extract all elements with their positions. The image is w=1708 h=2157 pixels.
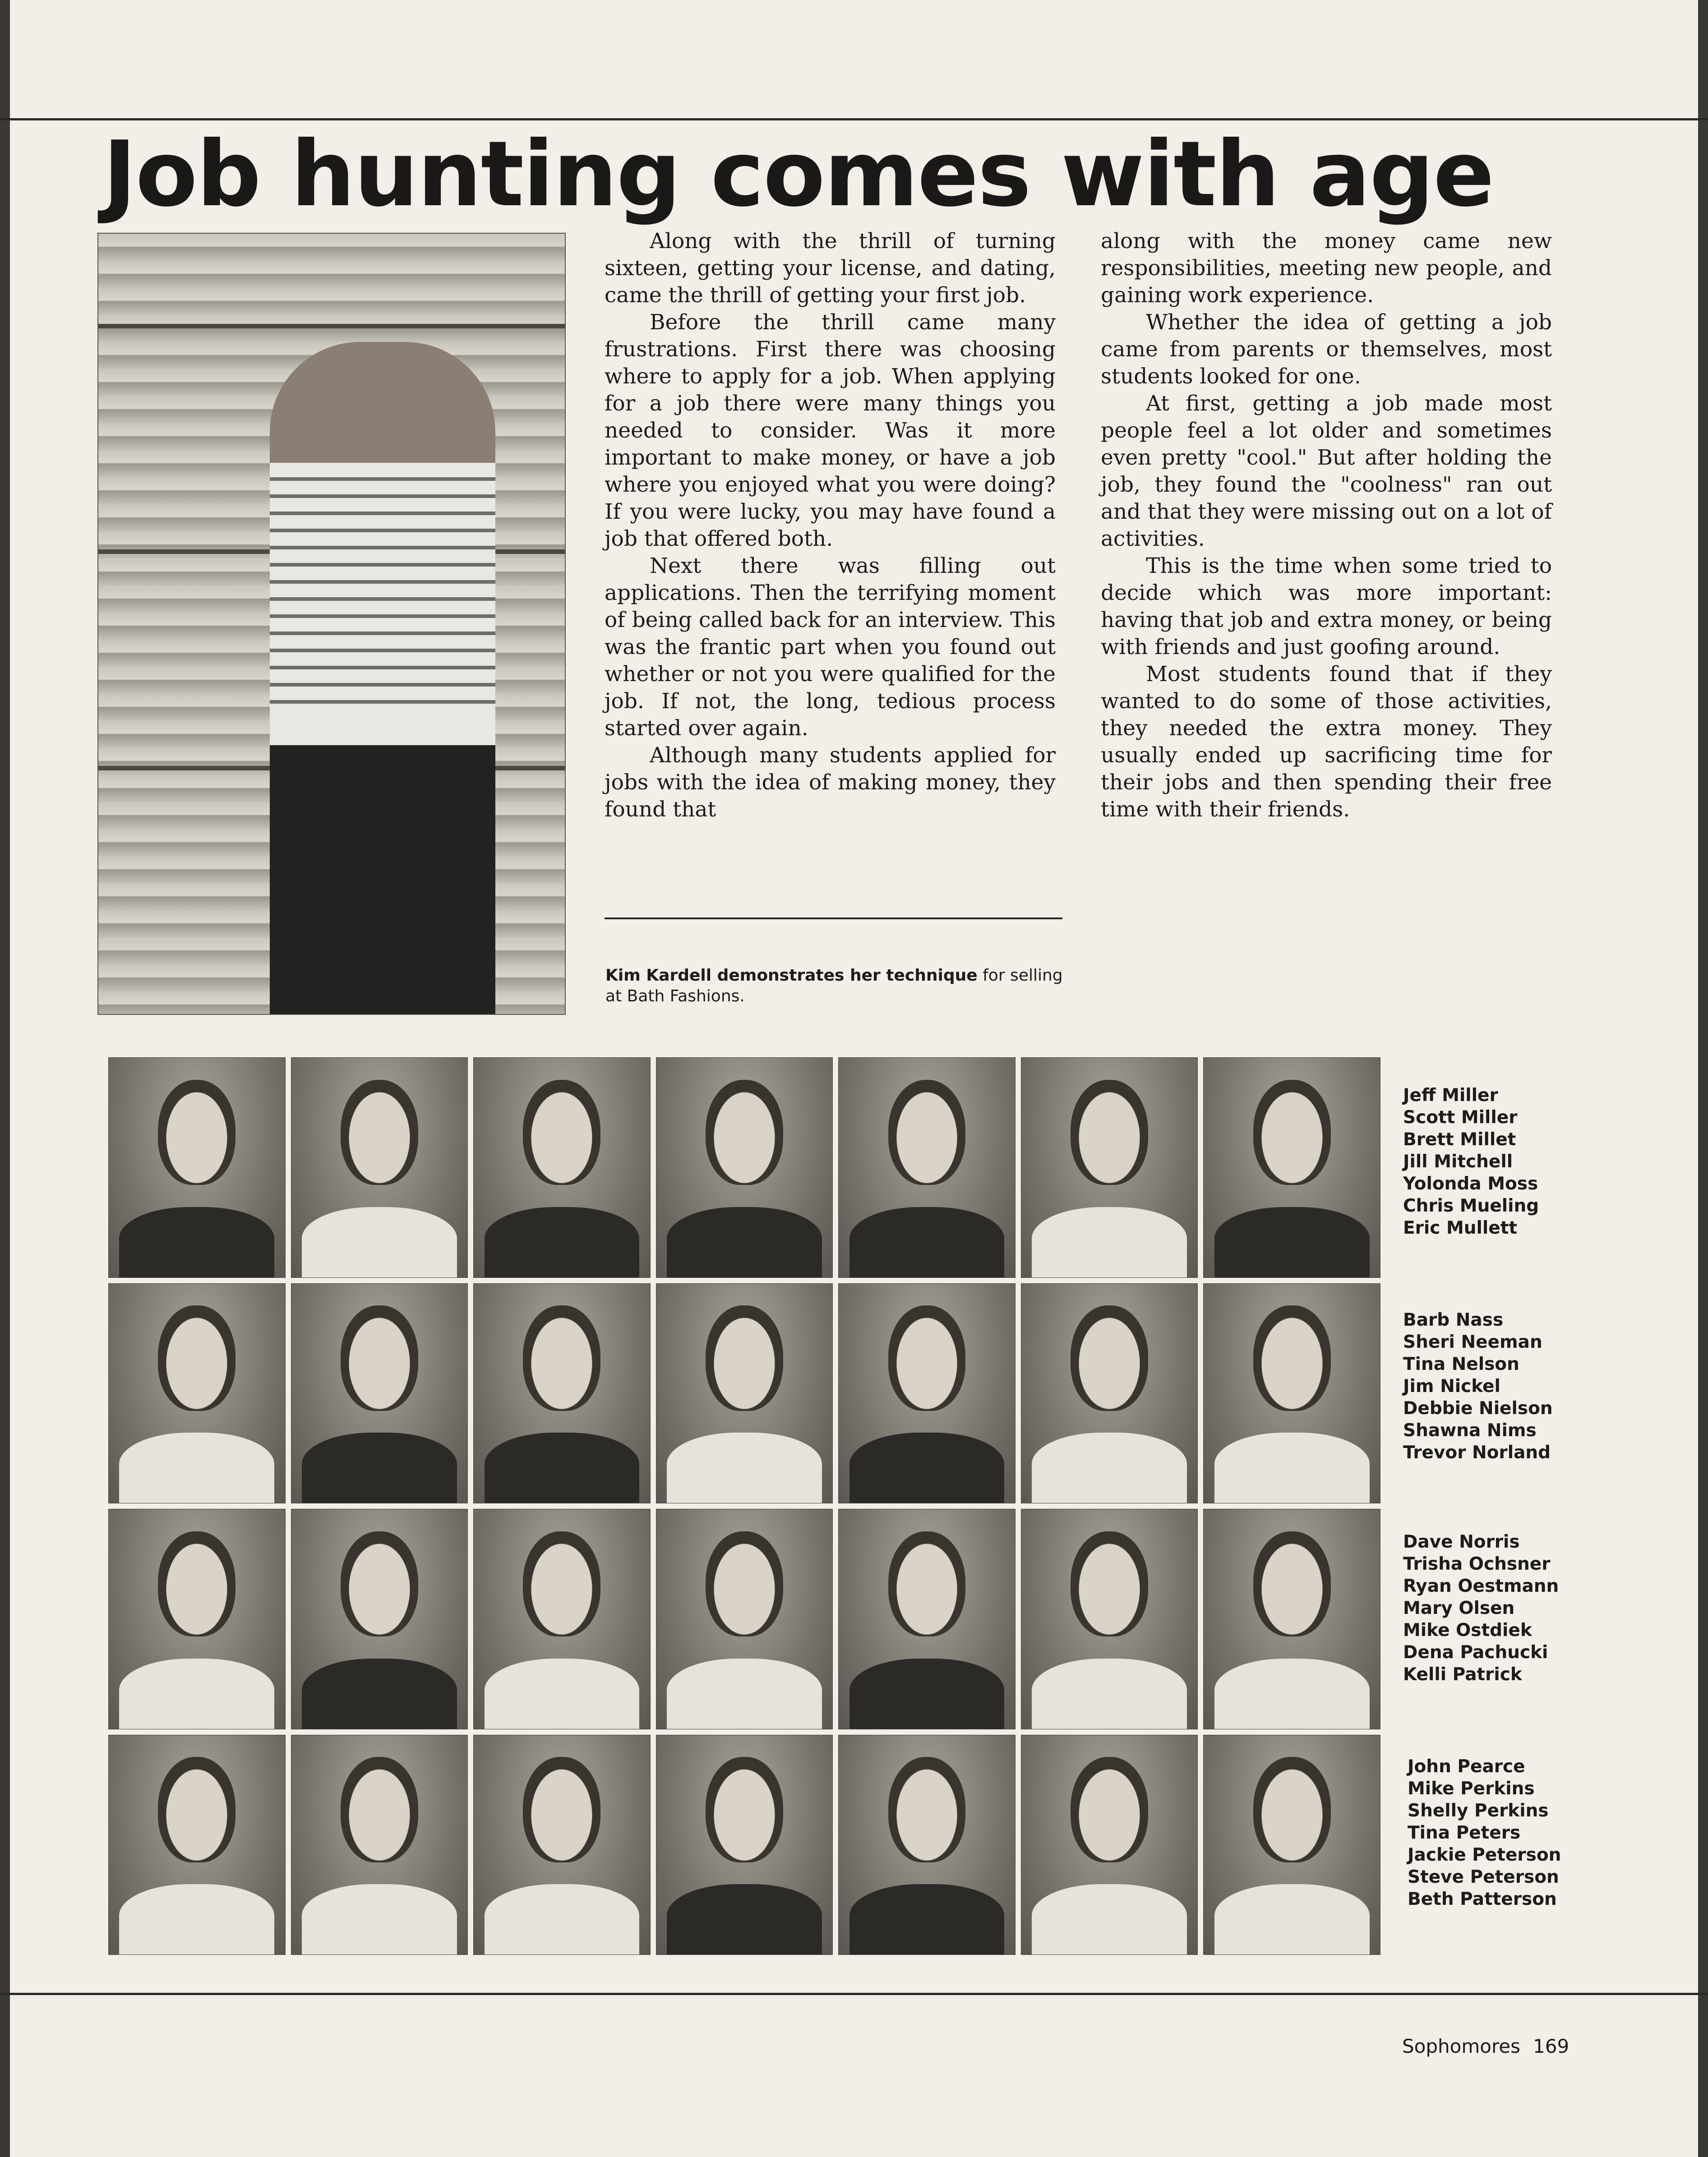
portrait-photo [108,1735,286,1955]
name-list-row-3 [1403,1531,1593,1686]
student-name: Jim Nickel [1403,1376,1500,1397]
student-name: Dave Norris [1403,1532,1520,1552]
shelf-line [98,324,565,328]
paragraph: Although many students applied for jobs with the idea of making money, they found that [605,743,1056,822]
portrait-photo [291,1735,468,1955]
page-binding-right [1698,0,1708,2157]
portrait-photo [1203,1509,1380,1729]
portrait-photo [473,1057,651,1278]
article-column-one [605,228,1056,823]
student-name: Dena Pachucki [1403,1642,1548,1663]
student-name: Beth Patterson [1408,1889,1557,1909]
student-name: Sheri Neeman [1403,1332,1542,1352]
page-title: Job hunting comes with age [103,122,1494,227]
portrait-photo [108,1509,286,1729]
portrait-photo [1021,1283,1198,1504]
student-name: Shawna Nims [1403,1420,1537,1441]
student-name: Mary Olsen [1403,1598,1515,1618]
portrait-photo [1021,1509,1198,1729]
student-name: Ryan Oestmann [1403,1576,1559,1596]
student-name: Jeff Miller [1403,1085,1498,1106]
portrait-photo [656,1283,833,1504]
caption-bold: Kim Kardell demonstrates her technique [605,966,978,985]
paragraph: At first, getting a job made most people feel a lot older and sometimes even pretty "cool." But after holding the job, they found the "coolness" ran out and that they were missing out on a lot of activities. [1101,391,1552,551]
name-list-row-4 [1408,1756,1597,1910]
portrait-photo [656,1735,833,1955]
top-rule [0,118,1708,120]
portrait-photo [838,1283,1016,1504]
portrait-photo [108,1057,286,1278]
student-name: Mike Ostdiek [1403,1620,1532,1641]
page-binding-left [0,0,10,2157]
paragraph: This is the time when some tried to decide which was more important: having that job and extra money, or being with friends and just goofing around. [1101,553,1552,659]
paragraph: Next there was filling out applications. Then the terrifying moment of being called back for an interview. This was the frantic part when you found out whether or not you were qualified for the job. If not, the long, tedious process started over again. [605,553,1056,741]
student-name: Tina Peters [1408,1823,1521,1843]
student-name: Debbie Nielson [1403,1398,1553,1419]
portrait-photo [291,1057,468,1278]
portrait-photo [838,1735,1016,1955]
portrait-photo [473,1735,651,1955]
section-name: Sophomores [1402,2035,1521,2057]
page-number: 169 [1533,2035,1570,2057]
name-list-row-2 [1403,1309,1593,1464]
portrait-photo [1021,1057,1198,1278]
bottom-rule [0,1993,1708,1995]
portrait-photo [473,1509,651,1729]
paragraph: along with the money came new responsibilities, meeting new people, and gaining work experience. [1101,229,1552,308]
portrait-photo [108,1283,286,1504]
student-name: Mike Perkins [1408,1779,1535,1799]
portrait-photo [1021,1735,1198,1955]
portrait-grid [108,1057,1380,1955]
name-list-row-1 [1403,1084,1593,1239]
column-rule [605,917,1062,919]
student-name: Barb Nass [1403,1310,1504,1330]
portrait-photo [1203,1735,1380,1955]
photo-subject-sweater [270,464,495,716]
paragraph: Along with the thrill of turning sixteen, getting your license, and dating, came the thrill of getting your first job. [605,229,1056,308]
student-name: Chris Mueling [1403,1196,1539,1216]
feature-photo [97,233,566,1015]
caption-text: for selling at Bath Fashions. [605,966,1063,1005]
student-name: Steve Peterson [1408,1867,1559,1887]
portrait-photo [1203,1057,1380,1278]
portrait-photo [1203,1283,1380,1504]
student-name: Jackie Peterson [1408,1845,1561,1865]
paragraph: Whether the idea of getting a job came from parents or themselves, most students looked for one. [1101,310,1552,389]
page-footer [1402,2035,1569,2057]
student-name: Eric Mullett [1403,1218,1517,1238]
portrait-photo [838,1509,1016,1729]
portrait-photo [838,1057,1016,1278]
portrait-photo [291,1509,468,1729]
portrait-photo [473,1283,651,1504]
student-name: Trisha Ochsner [1403,1554,1551,1574]
student-name: Yolonda Moss [1403,1174,1538,1194]
paragraph: Most students found that if they wanted to do some of those activities, they needed the extra money. They usually ended up sacrificing time for their jobs and then spending their free time with their friends. [1101,662,1552,822]
student-name: Shelly Perkins [1408,1801,1549,1821]
paragraph: Before the thrill came many frustrations. First there was choosing where to apply for a job. When applying for a job there were many things you needed to consider. Was it more important to make money, or have a job where you enjoyed what you were doing? If you were lucky, you may have found a job that offered both. [605,310,1056,551]
student-name: Tina Nelson [1403,1354,1519,1374]
article-column-two [1101,228,1552,823]
student-name: Scott Miller [1403,1107,1518,1128]
portrait-photo [656,1509,833,1729]
photo-caption [605,965,1079,1007]
portrait-photo [291,1283,468,1504]
student-name: Trevor Norland [1403,1443,1551,1463]
portrait-photo [656,1057,833,1278]
student-name: John Pearce [1408,1756,1525,1777]
student-name: Jill Mitchell [1403,1152,1513,1172]
student-name: Kelli Patrick [1403,1664,1522,1685]
student-name: Brett Millet [1403,1129,1516,1150]
